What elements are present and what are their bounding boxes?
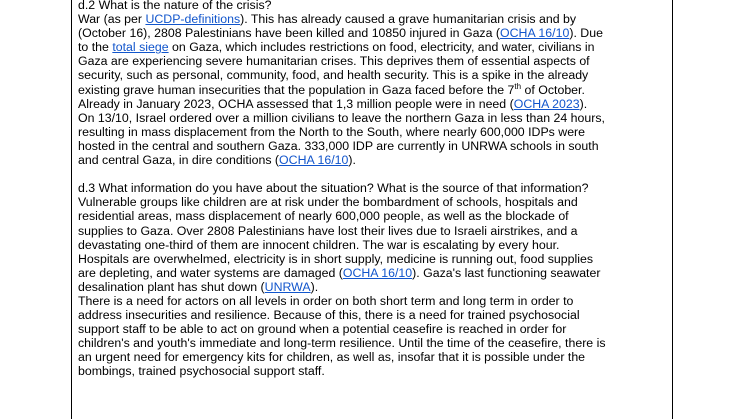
- paragraph-gap: [78, 167, 670, 181]
- link-ocha-2023[interactable]: OCHA 2023: [513, 96, 580, 111]
- link-ocha-16-10[interactable]: OCHA 16/10: [342, 265, 413, 280]
- paragraph-line: existing grave human insecurities that the population in Gaza faced before the 7th of October.: [78, 81, 585, 97]
- paragraph-line: (October 16), 2808 Palestinians have been killed and 10850 injured in Gaza (OCHA 16/10). Due: [78, 26, 603, 41]
- paragraph-line: There is a need for actors on all levels in order on both short term and long term in order to: [78, 293, 574, 308]
- paragraph-line: security, such as personal, community, food, and health security. This is a spike in the already: [78, 68, 589, 83]
- link-unrwa[interactable]: UNRWA: [264, 279, 311, 294]
- paragraph-line: residential areas, mass displacement of nearly 600,000 people, as well as the blockade of: [78, 209, 569, 224]
- question-d2: d.2 What is the nature of the crisis?: [78, 0, 272, 12]
- paragraph-line: address insecurities and resilience. Because of this, there is a need for trained psychosocial: [78, 308, 580, 323]
- question-d3: d.3 What information do you have about the situation? What is the source of that information?: [78, 181, 589, 196]
- table-border-left: [71, 0, 72, 419]
- paragraph-line: Already in January 2023, OCHA assessed that 1,3 million people were in need (OCHA 2023).: [78, 96, 588, 111]
- paragraph-line: an urgent need for emergency kits for children, as well as, insofar that it is possible under the: [78, 350, 586, 365]
- paragraph-line: supplies to Gaza. Over 2808 Palestinians have lost their lives due to Israeli airstrikes, and a: [78, 223, 578, 238]
- paragraph-line: are depleting, and water systems are damaged (OCHA 16/10). Gaza's last functioning seawater: [78, 265, 601, 280]
- paragraph-line: support staff to be able to act on ground when a potential ceasefire is reached in order for: [78, 322, 567, 337]
- paragraph-line: and central Gaza, in dire conditions (OCHA 16/10).: [78, 153, 356, 168]
- paragraph-line: to the total siege on Gaza, which includes restrictions on food, electricity, and water, civilians in: [78, 40, 595, 55]
- link-ocha-16-10[interactable]: OCHA 16/10: [279, 153, 349, 168]
- paragraph-line: desalination plant has shut down (UNRWA).: [78, 279, 319, 294]
- paragraph-line: hosted in the central and southern Gaza. 333,000 IDP are currently in UNRWA schools in south: [78, 138, 599, 153]
- table-cell-content: [78, 0, 670, 379]
- paragraph-line: Gaza are experiencing severe humanitarian crises. This deprives them of essential aspects of: [78, 54, 590, 69]
- paragraph-line: On 13/10, Israel ordered over a million civilians to leave the northern Gaza in less than 24 hours,: [78, 110, 605, 125]
- link-ocha-16-10[interactable]: OCHA 16/10: [500, 26, 570, 41]
- paragraph-line: resulting in mass displacement from the North to the South, where nearly 600,000 IDPs were: [78, 124, 586, 139]
- paragraph-line: Vulnerable groups like children are at risk under the bombardment of schools, hospitals and: [78, 195, 578, 210]
- paragraph-line: children's and youth's immediate and long-term resilience. Until the time of the ceasefire, there is: [78, 336, 606, 351]
- paragraph-line: bombings, trained psychosocial support staff.: [78, 364, 325, 379]
- link-ucdp-definitions[interactable]: UCDP-definitions: [145, 12, 241, 27]
- paragraph-line: devastating one-third of them are innocent children. The war is escalating by every hour.: [78, 237, 560, 252]
- link-total-siege[interactable]: total siege: [112, 40, 169, 55]
- paragraph-line: Hospitals are overwhelmed, electricity is in short supply, medicine is running out, food supplies: [78, 251, 594, 266]
- paragraph-line: War (as per UCDP-definitions). This has already caused a grave humanitarian crisis and by: [78, 12, 577, 27]
- table-border-right: [672, 0, 673, 419]
